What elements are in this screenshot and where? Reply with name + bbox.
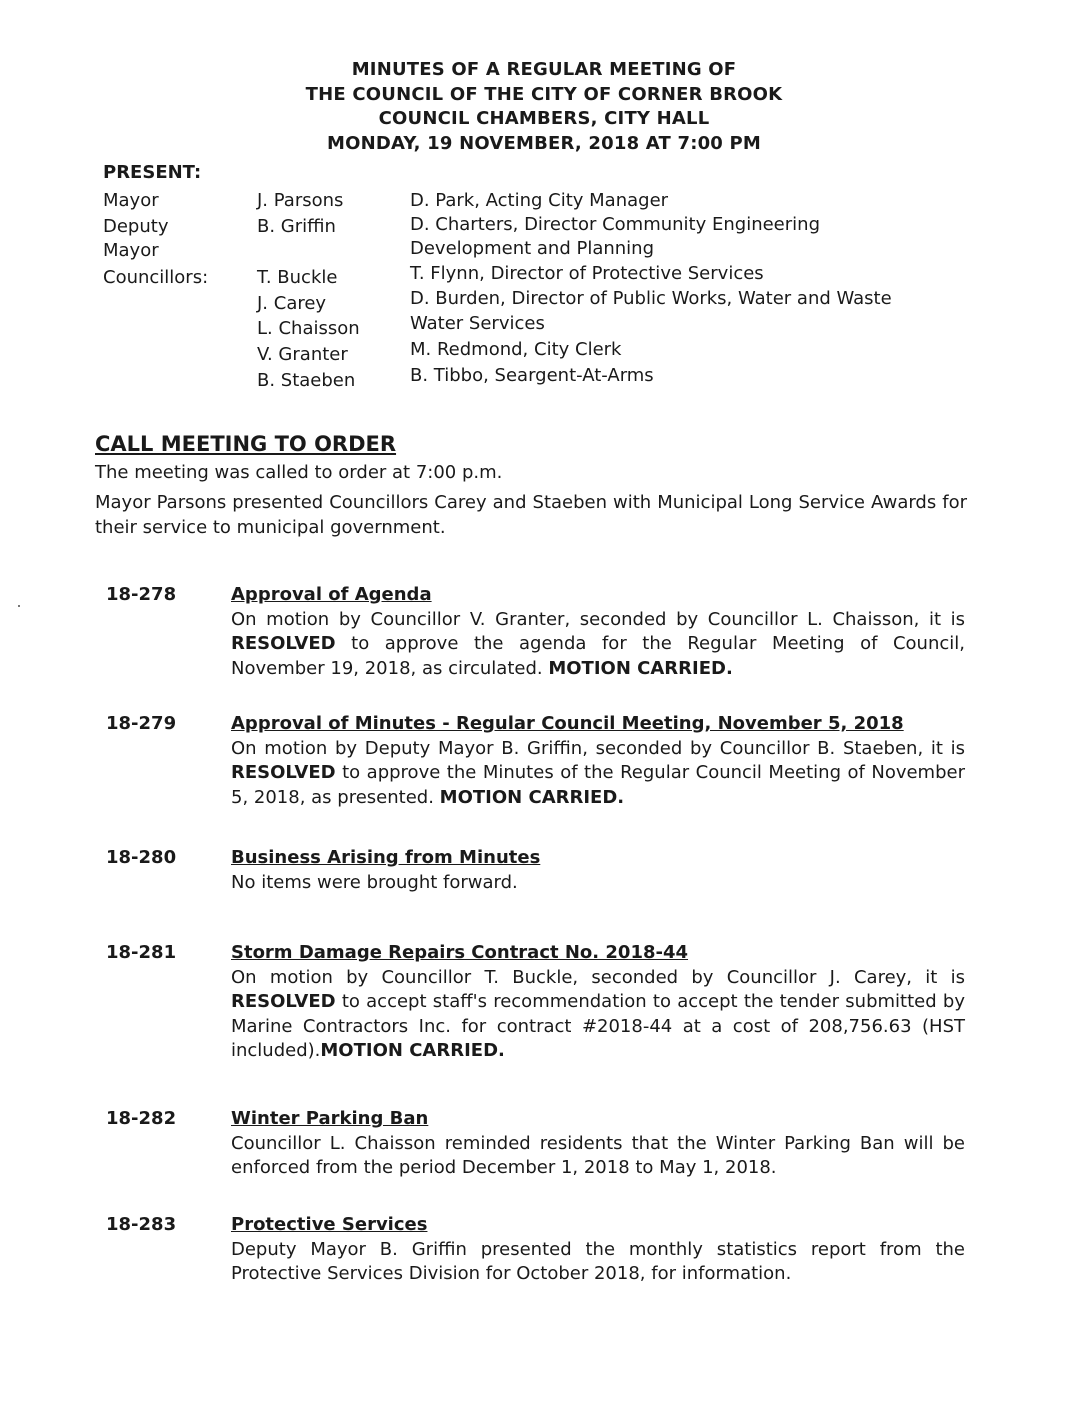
attendance-role: Deputy bbox=[103, 216, 169, 237]
item-text: No items were brought forward. bbox=[231, 871, 518, 893]
item-number: 18-278 bbox=[106, 584, 177, 605]
title-line-4: MONDAY, 19 NOVEMBER, 2018 AT 7:00 PM bbox=[326, 132, 762, 154]
attendance-staff: D. Charters, Director Community Engineering bbox=[410, 214, 820, 235]
motion-carried-label: MOTION CARRIED. bbox=[320, 1040, 505, 1061]
attendance-name: B. Staeben bbox=[257, 370, 356, 391]
call-to-order-line: The meeting was called to order at 7:00 p.m. bbox=[95, 462, 503, 483]
attendance-role: Mayor bbox=[103, 190, 159, 211]
item-body bbox=[231, 941, 965, 1064]
title-line-2: THE COUNCIL OF THE CITY OF CORNER BROOK bbox=[305, 83, 783, 105]
item-text-part: On motion by Deputy Mayor B. Griffin, seconded by Councillor B. Staeben, it is bbox=[231, 737, 965, 759]
item-number: 18-283 bbox=[106, 1214, 177, 1235]
item-text bbox=[231, 608, 965, 682]
attendance-staff: D. Park, Acting City Manager bbox=[410, 190, 669, 211]
attendance-staff: Development and Planning bbox=[410, 238, 655, 259]
item-text-part: to accept staff's recommendation to accept the tender submitted by Marine Contractors Inc. for contract #2018-44 at a cost of 208,756.63 (HST included). bbox=[231, 991, 965, 1061]
item-text-part: to approve the Minutes of the Regular Council Meeting of November 5, 2018, as presented. bbox=[231, 762, 965, 808]
attendance-staff: D. Burden, Director of Public Works, Water and Waste bbox=[410, 288, 892, 309]
item-title: Protective Services bbox=[231, 1214, 428, 1235]
attendance-staff: Water Services bbox=[410, 313, 545, 334]
awards-paragraph: Mayor Parsons presented Councillors Carey and Staeben with Municipal Long Service Awards for their service to municipal government. bbox=[95, 492, 967, 538]
attendance-name: V. Granter bbox=[257, 344, 348, 365]
item-body bbox=[231, 1107, 965, 1181]
title-line-3: COUNCIL CHAMBERS, CITY HALL bbox=[378, 108, 710, 129]
item-body bbox=[231, 846, 965, 895]
attendance-role: Mayor bbox=[103, 240, 159, 261]
attendance-name: J. Carey bbox=[257, 293, 327, 314]
item-title: Approval of Agenda bbox=[231, 584, 432, 605]
item-text-part: On motion by Councillor T. Buckle, seconded by Councillor J. Carey, it is bbox=[231, 966, 965, 988]
attendance-name: B. Griffin bbox=[257, 216, 336, 237]
item-body bbox=[231, 583, 965, 681]
call-to-order-heading: CALL MEETING TO ORDER bbox=[95, 432, 397, 456]
attendance-staff: B. Tibbo, Seargent-At-Arms bbox=[410, 365, 654, 386]
title-line-1: MINUTES OF A REGULAR MEETING OF bbox=[351, 59, 737, 80]
document-title bbox=[0, 58, 1088, 156]
attendance-name: T. Buckle bbox=[257, 267, 338, 288]
item-body bbox=[231, 1213, 965, 1287]
motion-carried-label: MOTION CARRIED. bbox=[548, 657, 733, 679]
item-title: Business Arising from Minutes bbox=[231, 847, 541, 868]
item-number: 18-279 bbox=[106, 713, 177, 734]
resolved-label: RESOLVED bbox=[231, 633, 336, 654]
item-body bbox=[231, 712, 965, 810]
attendance-name: J. Parsons bbox=[257, 190, 344, 211]
scan-speck bbox=[18, 605, 20, 607]
attendance-role: Councillors: bbox=[103, 267, 209, 288]
motion-carried-label: MOTION CARRIED. bbox=[439, 786, 625, 808]
item-title: Storm Damage Repairs Contract No. 2018-44 bbox=[231, 942, 689, 963]
item-text: Deputy Mayor B. Griffin presented the monthly statistics report from the Protective Services Division for October 2018, for information. bbox=[231, 1238, 965, 1284]
item-text-part: to approve the agenda for the Regular Meeting of Council, November 19, 2018, as circulated. bbox=[231, 633, 965, 679]
item-text bbox=[231, 966, 965, 1064]
item-text bbox=[231, 737, 965, 811]
attendance-staff: T. Flynn, Director of Protective Services bbox=[410, 263, 764, 284]
item-number: 18-280 bbox=[106, 847, 177, 868]
attendance-name: L. Chaisson bbox=[257, 318, 360, 339]
item-title: Approval of Minutes - Regular Council Meeting, November 5, 2018 bbox=[231, 713, 904, 734]
resolved-label: RESOLVED bbox=[231, 991, 336, 1012]
item-number: 18-282 bbox=[106, 1108, 177, 1129]
item-text-part: On motion by Councillor V. Granter, seconded by Councillor L. Chaisson, it is bbox=[231, 608, 965, 630]
item-text: Councillor L. Chaisson reminded residents that the Winter Parking Ban will be enforced from the period December 1, 2018 to May 1, 2018. bbox=[231, 1132, 965, 1178]
present-heading: PRESENT: bbox=[103, 162, 202, 183]
resolved-label: RESOLVED bbox=[231, 762, 336, 783]
item-title: Winter Parking Ban bbox=[231, 1108, 429, 1129]
attendance-staff: M. Redmond, City Clerk bbox=[410, 339, 622, 360]
item-number: 18-281 bbox=[106, 942, 177, 963]
